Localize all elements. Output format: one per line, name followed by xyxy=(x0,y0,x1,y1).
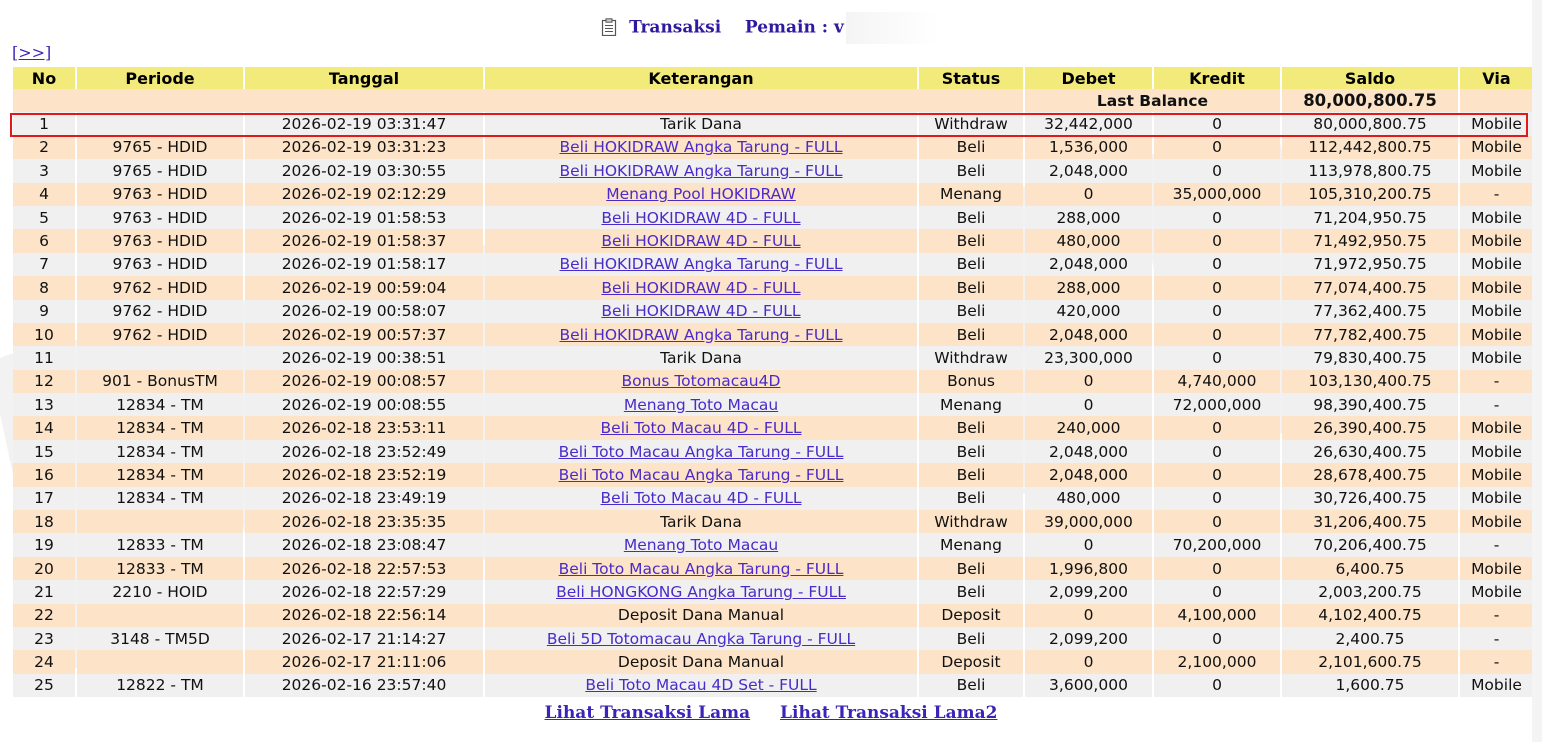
cell-saldo: 71,204,950.75 xyxy=(1282,206,1458,229)
cell-tanggal: 2026-02-19 03:30:55 xyxy=(245,159,483,182)
cell-via: Mobile xyxy=(1460,159,1533,182)
cell-via: Mobile xyxy=(1460,300,1533,323)
cell-tanggal: 2026-02-18 23:35:35 xyxy=(245,510,483,533)
cell-no: 8 xyxy=(13,276,75,299)
cell-tanggal: 2026-02-18 22:56:14 xyxy=(245,604,483,627)
cell-saldo: 77,362,400.75 xyxy=(1282,300,1458,323)
cell-no: 12 xyxy=(13,370,75,393)
cell-via: - xyxy=(1460,393,1533,416)
cell-periode: 9762 - HDID xyxy=(77,323,243,346)
cell-kredit: 35,000,000 xyxy=(1154,183,1280,206)
cell-no: 10 xyxy=(13,323,75,346)
table-row xyxy=(13,650,1533,673)
cell-periode: 12834 - TM xyxy=(77,487,243,510)
cell-status: Beli xyxy=(919,276,1023,299)
cell-kredit: 70,200,000 xyxy=(1154,533,1280,556)
cell-periode: 12834 - TM xyxy=(77,463,243,486)
cell-status: Deposit xyxy=(919,650,1023,673)
cell-status: Withdraw xyxy=(919,112,1023,135)
cell-keterangan xyxy=(485,393,917,416)
cell-keterangan xyxy=(485,253,917,276)
cell-via: Mobile xyxy=(1460,323,1533,346)
cell-keterangan xyxy=(485,229,917,252)
cell-saldo: 28,678,400.75 xyxy=(1282,463,1458,486)
cell-kredit: 0 xyxy=(1154,557,1280,580)
cell-tanggal: 2026-02-19 01:58:37 xyxy=(245,229,483,252)
cell-via: - xyxy=(1460,650,1533,673)
cell-periode: 2210 - HOID xyxy=(77,580,243,603)
cell-tanggal: 2026-02-18 23:49:19 xyxy=(245,487,483,510)
table-row xyxy=(13,206,1533,229)
cell-debet: 0 xyxy=(1025,650,1152,673)
cell-debet: 2,048,000 xyxy=(1025,159,1152,182)
cell-saldo: 103,130,400.75 xyxy=(1282,370,1458,393)
cell-kredit: 0 xyxy=(1154,229,1280,252)
transaction-detail-link[interactable]: Beli Toto Macau 4D Set - FULL xyxy=(585,676,817,695)
cell-no: 7 xyxy=(13,253,75,276)
cell-kredit: 0 xyxy=(1154,159,1280,182)
cell-keterangan xyxy=(485,416,917,439)
cell-saldo: 77,782,400.75 xyxy=(1282,323,1458,346)
cell-no: 21 xyxy=(13,580,75,603)
cell-kredit: 0 xyxy=(1154,253,1280,276)
cell-debet: 0 xyxy=(1025,183,1152,206)
table-header-row xyxy=(13,67,1533,89)
player-label: Pemain : v xyxy=(744,17,844,38)
transaction-detail-link[interactable]: Beli HOKIDRAW Angka Tarung - FULL xyxy=(559,325,843,344)
col-header-via: Via xyxy=(1460,67,1533,89)
cell-saldo: 4,102,400.75 xyxy=(1282,604,1458,627)
cell-keterangan xyxy=(485,323,917,346)
table-row xyxy=(13,112,1533,135)
cell-status: Beli xyxy=(919,136,1023,159)
cell-keterangan xyxy=(485,276,917,299)
cell-no: 19 xyxy=(13,533,75,556)
cell-periode: 901 - BonusTM xyxy=(77,370,243,393)
cell-status: Beli xyxy=(919,229,1023,252)
last-balance-row xyxy=(13,89,1533,112)
table-row xyxy=(13,627,1533,650)
cell-via: Mobile xyxy=(1460,346,1533,369)
cell-tanggal: 2026-02-18 22:57:53 xyxy=(245,557,483,580)
cell-debet: 288,000 xyxy=(1025,206,1152,229)
cell-periode: 9762 - HDID xyxy=(77,276,243,299)
cell-status: Beli xyxy=(919,323,1023,346)
cell-status: Beli xyxy=(919,440,1023,463)
table-row xyxy=(13,510,1533,533)
cell-tanggal: 2026-02-18 22:57:29 xyxy=(245,580,483,603)
cell-periode: 12834 - TM xyxy=(77,393,243,416)
cell-periode xyxy=(77,112,243,135)
cell-no: 20 xyxy=(13,557,75,580)
cell-tanggal: 2026-02-18 23:52:19 xyxy=(245,463,483,486)
table-row xyxy=(13,253,1533,276)
cell-status: Beli xyxy=(919,487,1023,510)
transaction-description: Tarik Dana xyxy=(660,512,742,531)
table-row xyxy=(13,323,1533,346)
cell-keterangan xyxy=(485,604,917,627)
table-row xyxy=(13,393,1533,416)
cell-tanggal: 2026-02-18 23:53:11 xyxy=(245,416,483,439)
cell-tanggal: 2026-02-19 00:58:07 xyxy=(245,300,483,323)
cell-debet: 2,048,000 xyxy=(1025,253,1152,276)
cell-saldo: 98,390,400.75 xyxy=(1282,393,1458,416)
cell-no: 15 xyxy=(13,440,75,463)
cell-kredit: 4,740,000 xyxy=(1154,370,1280,393)
cell-keterangan xyxy=(485,183,917,206)
page-title xyxy=(0,12,1542,42)
cell-periode: 9765 - HDID xyxy=(77,136,243,159)
cell-kredit: 0 xyxy=(1154,463,1280,486)
cell-no: 14 xyxy=(13,416,75,439)
cell-periode xyxy=(77,650,243,673)
cell-debet: 2,048,000 xyxy=(1025,440,1152,463)
cell-no: 2 xyxy=(13,136,75,159)
cell-status: Withdraw xyxy=(919,510,1023,533)
cell-via: Mobile xyxy=(1460,112,1533,135)
cell-periode: 3148 - TM5D xyxy=(77,627,243,650)
cell-status: Menang xyxy=(919,393,1023,416)
cell-status: Beli xyxy=(919,674,1023,697)
cell-debet: 0 xyxy=(1025,604,1152,627)
transaction-description: Deposit Dana Manual xyxy=(617,653,785,672)
cell-periode xyxy=(77,346,243,369)
cell-tanggal: 2026-02-19 00:08:55 xyxy=(245,393,483,416)
cell-kredit: 0 xyxy=(1154,112,1280,135)
cell-keterangan xyxy=(485,300,917,323)
cell-via: - xyxy=(1460,627,1533,650)
table-row xyxy=(13,159,1533,182)
transaction-detail-link[interactable]: Bonus Totomacau4D xyxy=(621,372,781,391)
cell-saldo: 30,726,400.75 xyxy=(1282,487,1458,510)
col-header-keterangan: Keterangan xyxy=(485,67,917,89)
cell-status: Bonus xyxy=(919,370,1023,393)
cell-no: 16 xyxy=(13,463,75,486)
cell-kredit: 0 xyxy=(1154,510,1280,533)
cell-via: Mobile xyxy=(1460,557,1533,580)
cell-debet: 1,996,800 xyxy=(1025,557,1152,580)
cell-keterangan xyxy=(485,487,917,510)
cell-status: Deposit xyxy=(919,604,1023,627)
table-row xyxy=(13,183,1533,206)
cell-via: - xyxy=(1460,370,1533,393)
cell-kredit: 0 xyxy=(1154,416,1280,439)
cell-saldo: 26,390,400.75 xyxy=(1282,416,1458,439)
transaction-detail-link[interactable]: Beli Toto Macau 4D - FULL xyxy=(600,419,802,438)
cell-periode: 9763 - HDID xyxy=(77,206,243,229)
cell-via: Mobile xyxy=(1460,440,1533,463)
table-row xyxy=(13,346,1533,369)
transaction-detail-link[interactable]: Beli HOKIDRAW Angka Tarung - FULL xyxy=(559,161,843,180)
cell-no: 4 xyxy=(13,183,75,206)
col-header-debet: Debet xyxy=(1025,67,1152,89)
table-row xyxy=(13,276,1533,299)
cell-debet: 0 xyxy=(1025,370,1152,393)
cell-debet: 0 xyxy=(1025,533,1152,556)
cell-status: Beli xyxy=(919,580,1023,603)
cell-status: Beli xyxy=(919,300,1023,323)
transaction-table xyxy=(11,67,1535,697)
cell-saldo: 105,310,200.75 xyxy=(1282,183,1458,206)
table-row xyxy=(13,604,1533,627)
cell-no: 6 xyxy=(13,229,75,252)
cell-no: 1 xyxy=(13,112,75,135)
cell-debet: 2,048,000 xyxy=(1025,323,1152,346)
cell-saldo: 2,101,600.75 xyxy=(1282,650,1458,673)
cell-status: Menang xyxy=(919,533,1023,556)
cell-kredit: 0 xyxy=(1154,323,1280,346)
cell-tanggal: 2026-02-17 21:11:06 xyxy=(245,650,483,673)
cell-kredit: 4,100,000 xyxy=(1154,604,1280,627)
transaction-detail-link[interactable]: Beli HOKIDRAW 4D - FULL xyxy=(601,208,801,227)
cell-no: 5 xyxy=(13,206,75,229)
transaction-detail-link[interactable]: Beli Toto Macau 4D - FULL xyxy=(600,489,802,508)
transaction-description: Tarik Dana xyxy=(660,115,742,134)
cell-saldo: 1,600.75 xyxy=(1282,674,1458,697)
table-row xyxy=(13,463,1533,486)
cell-no: 18 xyxy=(13,510,75,533)
cell-keterangan xyxy=(485,627,917,650)
cell-saldo: 70,206,400.75 xyxy=(1282,533,1458,556)
col-header-status: Status xyxy=(919,67,1023,89)
cell-kredit: 0 xyxy=(1154,346,1280,369)
cell-keterangan xyxy=(485,136,917,159)
transaction-detail-link[interactable]: Menang Toto Macau xyxy=(623,395,779,414)
cell-periode: 9763 - HDID xyxy=(77,253,243,276)
cell-via: Mobile xyxy=(1460,276,1533,299)
cell-periode xyxy=(77,604,243,627)
cell-keterangan xyxy=(485,346,917,369)
cell-keterangan xyxy=(485,206,917,229)
cell-saldo: 71,492,950.75 xyxy=(1282,229,1458,252)
table-row xyxy=(13,580,1533,603)
cell-via: Mobile xyxy=(1460,253,1533,276)
footer-links xyxy=(0,703,1542,723)
col-header-no: No xyxy=(13,67,75,89)
cell-status: Beli xyxy=(919,206,1023,229)
col-header-saldo: Saldo xyxy=(1282,67,1458,89)
cell-status: Beli xyxy=(919,557,1023,580)
cell-tanggal: 2026-02-19 01:58:53 xyxy=(245,206,483,229)
table-row xyxy=(13,229,1533,252)
cell-saldo: 71,972,950.75 xyxy=(1282,253,1458,276)
cell-via: Mobile xyxy=(1460,136,1533,159)
cell-tanggal: 2026-02-18 23:52:49 xyxy=(245,440,483,463)
transaction-description: Tarik Dana xyxy=(660,348,742,367)
cell-kredit: 0 xyxy=(1154,276,1280,299)
cell-saldo: 112,442,800.75 xyxy=(1282,136,1458,159)
cell-debet: 240,000 xyxy=(1025,416,1152,439)
cell-debet: 2,099,200 xyxy=(1025,580,1152,603)
cell-kredit: 2,100,000 xyxy=(1154,650,1280,673)
table-row xyxy=(13,300,1533,323)
cell-status: Beli xyxy=(919,416,1023,439)
transaction-detail-link[interactable]: Menang Pool HOKIDRAW xyxy=(606,185,796,204)
cell-kredit: 0 xyxy=(1154,674,1280,697)
cell-debet: 288,000 xyxy=(1025,276,1152,299)
cell-debet: 3,600,000 xyxy=(1025,674,1152,697)
next-page-link[interactable]: [>>] xyxy=(12,43,52,62)
table-row xyxy=(13,416,1533,439)
table-row xyxy=(13,557,1533,580)
transaction-detail-link[interactable]: Menang Toto Macau xyxy=(623,536,779,555)
cell-debet: 480,000 xyxy=(1025,487,1152,510)
cell-via: - xyxy=(1460,604,1533,627)
cell-debet: 2,048,000 xyxy=(1025,463,1152,486)
cell-via: - xyxy=(1460,183,1533,206)
cell-via: Mobile xyxy=(1460,206,1533,229)
cell-tanggal: 2026-02-16 23:57:40 xyxy=(245,674,483,697)
cell-kredit: 0 xyxy=(1154,206,1280,229)
cell-kredit: 0 xyxy=(1154,627,1280,650)
cell-no: 25 xyxy=(13,674,75,697)
cell-saldo: 80,000,800.75 xyxy=(1282,112,1458,135)
transaction-detail-link[interactable]: Beli HONGKONG Angka Tarung - FULL xyxy=(556,582,846,601)
cell-periode xyxy=(77,510,243,533)
cell-saldo: 31,206,400.75 xyxy=(1282,510,1458,533)
last-balance-label: Last Balance xyxy=(1025,89,1280,112)
transaction-detail-link[interactable]: Beli HOKIDRAW Angka Tarung - FULL xyxy=(559,255,843,274)
cell-no: 13 xyxy=(13,393,75,416)
cell-no: 23 xyxy=(13,627,75,650)
col-header-tanggal: Tanggal xyxy=(245,67,483,89)
cell-tanggal: 2026-02-19 00:57:37 xyxy=(245,323,483,346)
cell-periode: 12834 - TM xyxy=(77,440,243,463)
cell-saldo: 26,630,400.75 xyxy=(1282,440,1458,463)
table-row xyxy=(13,370,1533,393)
cell-tanggal: 2026-02-19 03:31:47 xyxy=(245,112,483,135)
vertical-scrollbar[interactable] xyxy=(1532,0,1542,742)
cell-kredit: 0 xyxy=(1154,300,1280,323)
cell-keterangan xyxy=(485,557,917,580)
cell-tanggal: 2026-02-19 01:58:17 xyxy=(245,253,483,276)
cell-saldo: 77,074,400.75 xyxy=(1282,276,1458,299)
cell-saldo: 79,830,400.75 xyxy=(1282,346,1458,369)
cell-via: - xyxy=(1460,533,1533,556)
cell-keterangan xyxy=(485,463,917,486)
cell-kredit: 0 xyxy=(1154,136,1280,159)
cell-periode: 9763 - HDID xyxy=(77,229,243,252)
cell-no: 24 xyxy=(13,650,75,673)
cell-no: 22 xyxy=(13,604,75,627)
cell-debet: 32,442,000 xyxy=(1025,112,1152,135)
cell-kredit: 0 xyxy=(1154,487,1280,510)
clipboard-icon xyxy=(601,16,617,46)
cell-debet: 23,300,000 xyxy=(1025,346,1152,369)
cell-keterangan xyxy=(485,159,917,182)
old-transactions-link[interactable]: Lihat Transaksi Lama xyxy=(544,703,751,723)
cell-saldo: 6,400.75 xyxy=(1282,557,1458,580)
cell-tanggal: 2026-02-18 23:08:47 xyxy=(245,533,483,556)
cell-status: Beli xyxy=(919,159,1023,182)
cell-kredit: 0 xyxy=(1154,580,1280,603)
cell-saldo: 113,978,800.75 xyxy=(1282,159,1458,182)
cell-keterangan xyxy=(485,674,917,697)
transaction-detail-link[interactable]: Beli Toto Macau Angka Tarung - FULL xyxy=(558,465,844,484)
transaction-detail-link[interactable]: Beli Toto Macau Angka Tarung - FULL xyxy=(558,442,844,461)
cell-via: Mobile xyxy=(1460,463,1533,486)
transaction-description: Deposit Dana Manual xyxy=(617,606,785,625)
transaction-detail-link[interactable]: Beli HOKIDRAW Angka Tarung - FULL xyxy=(559,138,843,157)
table-row xyxy=(13,440,1533,463)
cell-no: 9 xyxy=(13,300,75,323)
cell-via: Mobile xyxy=(1460,580,1533,603)
cell-debet: 2,099,200 xyxy=(1025,627,1152,650)
cell-status: Beli xyxy=(919,253,1023,276)
cell-debet: 480,000 xyxy=(1025,229,1152,252)
cell-tanggal: 2026-02-19 00:38:51 xyxy=(245,346,483,369)
transaction-detail-link[interactable]: Beli 5D Totomacau Angka Tarung - FULL xyxy=(546,629,856,648)
cell-status: Menang xyxy=(919,183,1023,206)
cell-no: 3 xyxy=(13,159,75,182)
last-balance-value: 80,000,800.75 xyxy=(1282,89,1458,112)
transaction-detail-link[interactable]: Beli HOKIDRAW 4D - FULL xyxy=(601,232,801,251)
cell-kredit: 72,000,000 xyxy=(1154,393,1280,416)
cell-tanggal: 2026-02-19 00:59:04 xyxy=(245,276,483,299)
old-transactions-link-2[interactable]: Lihat Transaksi Lama2 xyxy=(780,703,998,723)
cell-tanggal: 2026-02-17 21:14:27 xyxy=(245,627,483,650)
cell-periode: 12822 - TM xyxy=(77,674,243,697)
cell-periode: 9762 - HDID xyxy=(77,300,243,323)
cell-tanggal: 2026-02-19 00:08:57 xyxy=(245,370,483,393)
cell-keterangan xyxy=(485,440,917,463)
cell-keterangan xyxy=(485,112,917,135)
cell-no: 11 xyxy=(13,346,75,369)
cell-via: Mobile xyxy=(1460,510,1533,533)
table-row xyxy=(13,487,1533,510)
title-label: Transaksi xyxy=(629,17,722,38)
cell-debet: 0 xyxy=(1025,393,1152,416)
cell-via: Mobile xyxy=(1460,674,1533,697)
cell-status: Withdraw xyxy=(919,346,1023,369)
cell-debet: 1,536,000 xyxy=(1025,136,1152,159)
cell-saldo: 2,400.75 xyxy=(1282,627,1458,650)
cell-debet: 420,000 xyxy=(1025,300,1152,323)
cell-via: Mobile xyxy=(1460,416,1533,439)
col-header-kredit: Kredit xyxy=(1154,67,1280,89)
cell-periode: 12833 - TM xyxy=(77,533,243,556)
cell-keterangan xyxy=(485,370,917,393)
cell-periode: 9763 - HDID xyxy=(77,183,243,206)
transaction-detail-link[interactable]: Beli HOKIDRAW 4D - FULL xyxy=(601,278,801,297)
cell-tanggal: 2026-02-19 03:31:23 xyxy=(245,136,483,159)
cell-periode: 12834 - TM xyxy=(77,416,243,439)
cell-periode: 12833 - TM xyxy=(77,557,243,580)
cell-debet: 39,000,000 xyxy=(1025,510,1152,533)
cell-kredit: 0 xyxy=(1154,440,1280,463)
cell-via: Mobile xyxy=(1460,487,1533,510)
col-header-periode: Periode xyxy=(77,67,243,89)
cell-saldo: 2,003,200.75 xyxy=(1282,580,1458,603)
redacted-player-name xyxy=(846,12,941,44)
cell-no: 17 xyxy=(13,487,75,510)
transaction-detail-link[interactable]: Beli Toto Macau Angka Tarung - FULL xyxy=(558,559,844,578)
transaction-detail-link[interactable]: Beli HOKIDRAW 4D - FULL xyxy=(601,302,801,321)
table-row xyxy=(13,136,1533,159)
cell-status: Beli xyxy=(919,627,1023,650)
cell-keterangan xyxy=(485,533,917,556)
cell-tanggal: 2026-02-19 02:12:29 xyxy=(245,183,483,206)
cell-via: Mobile xyxy=(1460,229,1533,252)
cell-periode: 9765 - HDID xyxy=(77,159,243,182)
cell-status: Beli xyxy=(919,463,1023,486)
table-row xyxy=(13,533,1533,556)
cell-keterangan xyxy=(485,510,917,533)
table-row xyxy=(13,674,1533,697)
cell-keterangan xyxy=(485,650,917,673)
cell-keterangan xyxy=(485,580,917,603)
